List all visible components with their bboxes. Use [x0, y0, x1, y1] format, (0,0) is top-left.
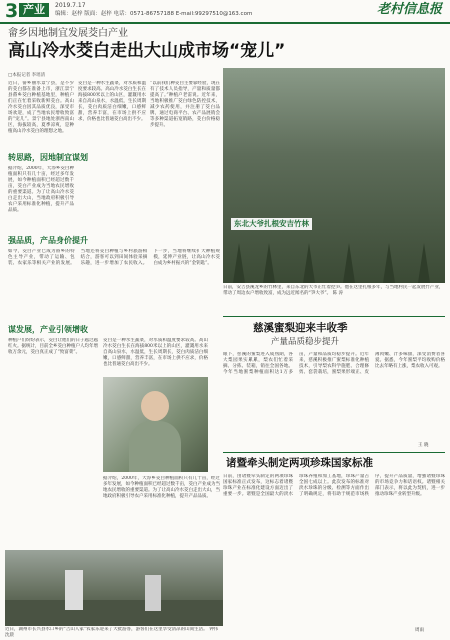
story-2-body: 眼下，慈溪的蜜梨进入成熟期，各大梨园果实累累，梨农们忙着采摘、分拣、装箱，销往全国各地。今年当地蜜梨种植面积达1万多亩，产量和品质均稳步提升。近年来，慈溪积极推广蜜梨标准化种植技术，引导梨农科学施肥、合理修剪、套袋栽培，蜜梨果形端正、皮薄肉嫩、汁多味甜，深受消费者喜爱。据悉，今年蜜梨平均收购价格比去年略有上涨，梨农收入可观。	[223, 352, 445, 375]
story-3-body: 日前，由诸暨牵头制定的两项珍珠国家标准正式发布，这标志着诸暨珍珠产业在标准化建设方面迈出了重要一步。诸暨是全国最大的淡水珍珠养殖和加工基地，珍珠产量占全国七成以上。此次发布的标准对淡水珍珠的分级、检测等方面作出了明确规定，将有助于规范市场秩序，提升产品质量，增强诸暨珍珠的市场竞争力和话语权。诸暨相关部门表示，将以此为契机，进一步推动珍珠产业转型升级。	[223, 474, 445, 497]
photo-3-caption: 近日，湖州市长兴县水口乡的“吉山人家”农家乐迎来了大批游客，游客们在这里享受清凉的山间生活。 钟伟 沈晨	[5, 627, 219, 638]
lead-body-1: 近日，畲乡丽水景宁县，是不少的茭白都在准备上市，浙江景宁县畲乡茭白种植基地里，种植户们正在忙着采收新鲜茭白。高山冷水茭白因其品质优良，深受市场欢迎，成了当地农民增收致富的“宠儿”。景宁县地处浙西南山区，海拔较高，夏季凉爽，是种植高山冷水茭白的理想之地。	[8, 81, 74, 134]
photo-1-caption: 日前，安吉县溪龙乡的竹林里，来自东北的大爷正忙着挖笋。他在这里扎根多年，与当地村民一起发展竹产业，带动了周边农户增收致富，成为远近闻名的“笋大爷”。 陈 涛	[223, 285, 444, 296]
section-divider	[223, 316, 445, 317]
lead-body-4: “以前我们种茭白主要靠经验，现在有了技术人员指导，产量和质量都提高了。”种植户老雷说。近年来，当地积极推广茭白绿色防控技术，减少农药使用，并注册了茭白品牌，通过电商平台、农产品展销会等多种渠道拓宽销路，茭白价格稳步提升。	[150, 81, 220, 128]
lead-byline: □本报记者 李瑶清	[8, 73, 46, 78]
lead-headline: 高山冷水茭白走出大山成市场“宠儿”	[8, 41, 286, 61]
person-shape	[65, 570, 83, 610]
photo-overlay-title: 东北大爷扎根安吉竹林	[231, 218, 312, 230]
page-number: 3	[5, 0, 19, 22]
person-body	[129, 421, 181, 472]
page-header	[0, 0, 450, 24]
story-2-author: 王 晓	[418, 443, 429, 448]
lead-body-7: 茭白是一种水生蔬菜，对水质和温度要求较高。高山冷水茭白生长在海拔800米以上的山区，灌溉用水来自高山泉水，水温低，生长周期长，茭白肉质洁白细嫩，口感鲜甜，营养丰富，在市场上供不应求，价格也比普通茭白高出不少。	[103, 338, 208, 367]
lead-body-3: 茭白是一种水生蔬菜，对水质和温度要求较高。高山冷水茭白生长在海拔800米以上的山区，灌溉用水来自高山泉水，水温低，生长周期长，茭白肉质洁白细嫩，口感鲜甜，营养丰富，在市场上供不应求，价格也比普通茭白高出不少。	[78, 81, 146, 122]
ground-shape	[5, 600, 223, 626]
lead-body-6: 种植户们纷纷表示，茭白让他们的日子越过越红火。据统计，目前全乡茭白种植户人均年增收万余元，茭白真正成了“致富菜”。	[8, 338, 98, 355]
person-head	[141, 391, 169, 421]
lead-kicker: 畲乡因地制宜发展茭白产业	[8, 28, 128, 39]
lead-subhead-3: 谋发展，产业引领增收	[8, 325, 88, 334]
lead-body-2: 据介绍，2000年，大漈乡茭白种植面积只有几十亩，经过多年发展，如今种植面积已经超过数千亩，茭白产业成为当地农民增收的重要渠道。为了让高山冷水茭白走出大山，当地政府积极引导农户采用标准化种植，提升产品品质。	[8, 166, 74, 213]
village-tourism-photo	[5, 550, 223, 626]
lead-subhead-2: 强品质，产品身价提升	[8, 236, 88, 245]
farmer-portrait-photo	[103, 377, 208, 472]
person-shape	[145, 575, 161, 611]
newspaper-masthead: 老村信息报	[376, 2, 442, 17]
section-label: 产业	[19, 3, 49, 17]
story-2-headline: 慈溪蜜梨迎来丰收季	[253, 322, 348, 334]
lead-body-8: 据介绍，2000年，大漈乡茭白种植面积只有几十亩，经过多年发展，如今种植面积已经超过数千亩，茭白产业成为当地农民增收的重要渠道。为了让高山冷水茭白走出大山，当地政府积极引导农户采用标准化种植，提升产品品质。	[103, 476, 220, 499]
section-divider	[223, 452, 445, 453]
lead-body-5: 如今，茭白产业已成为畲乡的特色主导产业，带动了运输、包装、农家乐等相关产业的发展。当地还将茭白种植与乡村旅游相结合，游客可以到田间体验采摘乐趣，进一步增加了农民收入。下一步，当地将继续扩大种植规模，延伸产业链，让高山冷水茭白成为乡村振兴的“金钥匙”。	[8, 249, 220, 266]
story-2-deck: 产量品质稳步提升	[271, 337, 340, 347]
editor-info: 编辑：赵梓 版面：赵梓 电话：0571-86757188 E-mail:99297510@163.com	[55, 11, 253, 17]
story-3-headline: 诸暨牵头制定两项珍珠国家标准	[226, 457, 373, 469]
bamboo-forest-photo	[223, 68, 445, 283]
lead-subhead-1: 转思路，因地制宜谋划	[8, 153, 88, 162]
story-3-author: 周雨	[415, 628, 424, 633]
issue-date: 2019.7.17	[55, 2, 86, 9]
